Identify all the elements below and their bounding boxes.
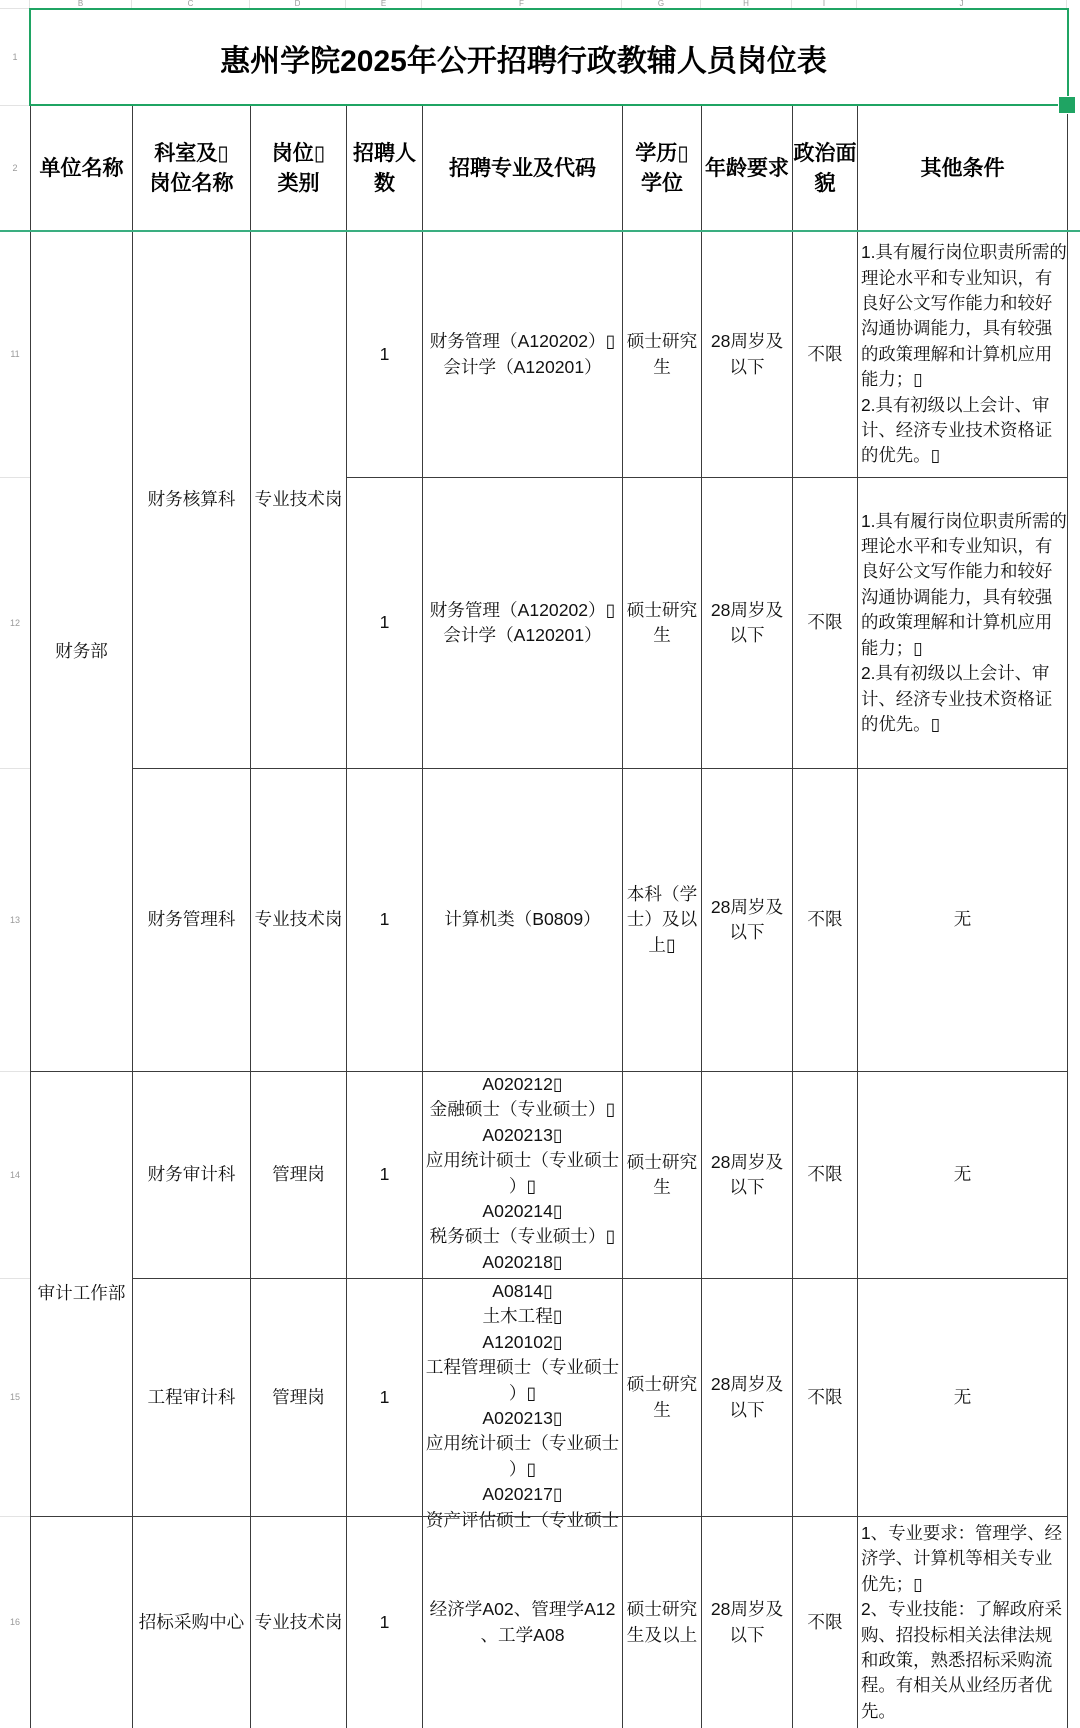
cell-other-row12[interactable]: 1.具有履行岗位职责所需的 理论水平和专业知识，有 良好公文写作能力和较好 沟通协调能力，具有较强 的政策理解和计算机应用 能力；▯ 2.具有初级以上会计、审 计、经济专业技术资格证 的优先。▯ [857, 477, 1068, 769]
header-post-category[interactable]: 岗位▯ 类别 [250, 105, 347, 232]
cell-other-row13[interactable]: 无 [857, 768, 1068, 1072]
cell-age-row13[interactable]: 28周岁及 以下 [701, 768, 793, 1072]
column-header-b[interactable]: B [30, 0, 132, 9]
header-education-degree[interactable]: 学历▯ 学位 [622, 105, 702, 232]
cell-majors-row16[interactable]: 经济学A02、管理学A12 、工学A08 [422, 1516, 623, 1728]
row-header-12[interactable]: 12 [0, 477, 30, 769]
row-header-11[interactable]: 11 [0, 231, 30, 478]
cell-majors-row14[interactable]: A020212▯ 金融硕士（专业硕士）▯ A020213▯ 应用统计硕士（专业硕士 ）▯ A020214▯ 税务硕士（专业硕士）▯ A020218▯ [422, 1071, 623, 1279]
cell-age-row11[interactable]: 28周岁及 以下 [701, 231, 793, 478]
cell-headcount-row14[interactable]: 1 [346, 1071, 423, 1279]
cell-headcount-row13[interactable]: 1 [346, 768, 423, 1072]
header-unit-name[interactable]: 单位名称 [30, 105, 133, 232]
column-header-j[interactable]: J [857, 0, 1067, 9]
cell-other-row15[interactable]: 无 [857, 1278, 1068, 1517]
cell-category-accounting[interactable]: 专业技术岗 [250, 231, 347, 769]
cell-headcount-row12[interactable]: 1 [346, 477, 423, 769]
header-headcount[interactable]: 招聘人 数 [346, 105, 423, 232]
cell-headcount-row11[interactable]: 1 [346, 231, 423, 478]
cell-majors-row15[interactable]: A0814▯ 土木工程▯ A120102▯ 工程管理硕士（专业硕士 ）▯ A020213▯ 应用统计硕士（专业硕士 ）▯ A020217▯ 资产评估硕士（专业硕士 [422, 1278, 623, 1517]
cell-other-row16[interactable]: 1、专业要求：管理学、经 济学、计算机等相关专业 优先；▯ 2、专业技能：了解政府采 购、招投标相关法律法规 和政策，熟悉招标采购流 程。有相关从业经历者优 先。 [857, 1516, 1068, 1728]
cell-other-row11[interactable]: 1.具有履行岗位职责所需的 理论水平和专业知识，有 良好公文写作能力和较好 沟通协调能力，具有较强 的政策理解和计算机应用 能力；▯ 2.具有初级以上会计、审 计、经济专业技术资格证 的优先。▯ [857, 231, 1068, 478]
cell-majors-row12[interactable]: 财务管理（A120202）▯ 会计学（A120201） [422, 477, 623, 769]
column-header-f[interactable]: F [422, 0, 622, 9]
row-header-14[interactable]: 14 [0, 1071, 30, 1279]
column-header-h[interactable]: H [701, 0, 792, 9]
cell-category-finance-management[interactable]: 专业技术岗 [250, 768, 347, 1072]
cell-unit-blank[interactable] [30, 1516, 133, 1728]
row-header-15[interactable]: 15 [0, 1278, 30, 1517]
cell-department-accounting[interactable]: 财务核算科 [132, 231, 251, 769]
cell-headcount-row16[interactable]: 1 [346, 1516, 423, 1728]
row-header-1[interactable]: 1 [0, 9, 30, 106]
cell-political-row16[interactable]: 不限 [792, 1516, 858, 1728]
cell-unit-finance[interactable]: 财务部 [30, 231, 133, 1072]
header-political-status[interactable]: 政治面 貌 [792, 105, 858, 232]
column-header-c[interactable]: C [132, 0, 250, 9]
cell-age-row12[interactable]: 28周岁及 以下 [701, 477, 793, 769]
select-all-corner[interactable] [0, 0, 30, 9]
header-department-post[interactable]: 科室及▯ 岗位名称 [132, 105, 251, 232]
cell-political-row12[interactable]: 不限 [792, 477, 858, 769]
column-header-e[interactable]: E [346, 0, 422, 9]
cell-education-row11[interactable]: 硕士研究 生 [622, 231, 702, 478]
row-header-16[interactable]: 16 [9, 1617, 20, 1627]
cell-education-row15[interactable]: 硕士研究 生 [622, 1278, 702, 1517]
cell-category-financial-audit[interactable]: 管理岗 [250, 1071, 347, 1279]
cell-political-row14[interactable]: 不限 [792, 1071, 858, 1279]
cell-political-row15[interactable]: 不限 [792, 1278, 858, 1517]
cell-age-row15[interactable]: 28周岁及 以下 [701, 1278, 793, 1517]
header-age-requirement[interactable]: 年龄要求 [701, 105, 793, 232]
title-cell[interactable]: 惠州学院2025年公开招聘行政教辅人员岗位表 [220, 44, 827, 78]
cell-majors-row13[interactable]: 计算机类（B0809） [422, 768, 623, 1072]
cell-age-row16[interactable]: 28周岁及 以下 [701, 1516, 793, 1728]
cell-political-row11[interactable]: 不限 [792, 231, 858, 478]
column-header-g[interactable]: G [622, 0, 701, 9]
cell-majors-row11[interactable]: 财务管理（A120202）▯ 会计学（A120201） [422, 231, 623, 478]
freeze-pane-line [0, 230, 1080, 232]
cell-other-row14[interactable]: 无 [857, 1071, 1068, 1279]
cell-department-engineering-audit[interactable]: 工程审计科 [132, 1278, 251, 1517]
fill-handle[interactable] [1058, 96, 1076, 114]
cell-education-row16[interactable]: 硕士研究 生及以上 [622, 1516, 702, 1728]
cell-education-row13[interactable]: 本科（学 士）及以 上▯ [622, 768, 702, 1072]
row-header-2[interactable]: 2 [0, 105, 30, 232]
cell-department-financial-audit[interactable]: 财务审计科 [132, 1071, 251, 1279]
cell-category-engineering-audit[interactable]: 管理岗 [250, 1278, 347, 1517]
column-header-d[interactable]: D [250, 0, 346, 9]
header-major-code[interactable]: 招聘专业及代码 [422, 105, 623, 232]
header-other-conditions[interactable]: 其他条件 [857, 105, 1068, 232]
cell-education-row12[interactable]: 硕士研究 生 [622, 477, 702, 769]
cell-education-row14[interactable]: 硕士研究 生 [622, 1071, 702, 1279]
cell-department-procurement[interactable]: 招标采购中心 [132, 1516, 251, 1728]
cell-headcount-row15[interactable]: 1 [346, 1278, 423, 1517]
cell-unit-audit[interactable]: 审计工作部 [30, 1071, 133, 1517]
cell-category-procurement[interactable]: 专业技术岗 [250, 1516, 347, 1728]
cell-department-finance-management[interactable]: 财务管理科 [132, 768, 251, 1072]
column-header-i[interactable]: I [792, 0, 857, 9]
row-header-13[interactable]: 13 [0, 768, 30, 1072]
cell-political-row13[interactable]: 不限 [792, 768, 858, 1072]
cell-age-row14[interactable]: 28周岁及 以下 [701, 1071, 793, 1279]
